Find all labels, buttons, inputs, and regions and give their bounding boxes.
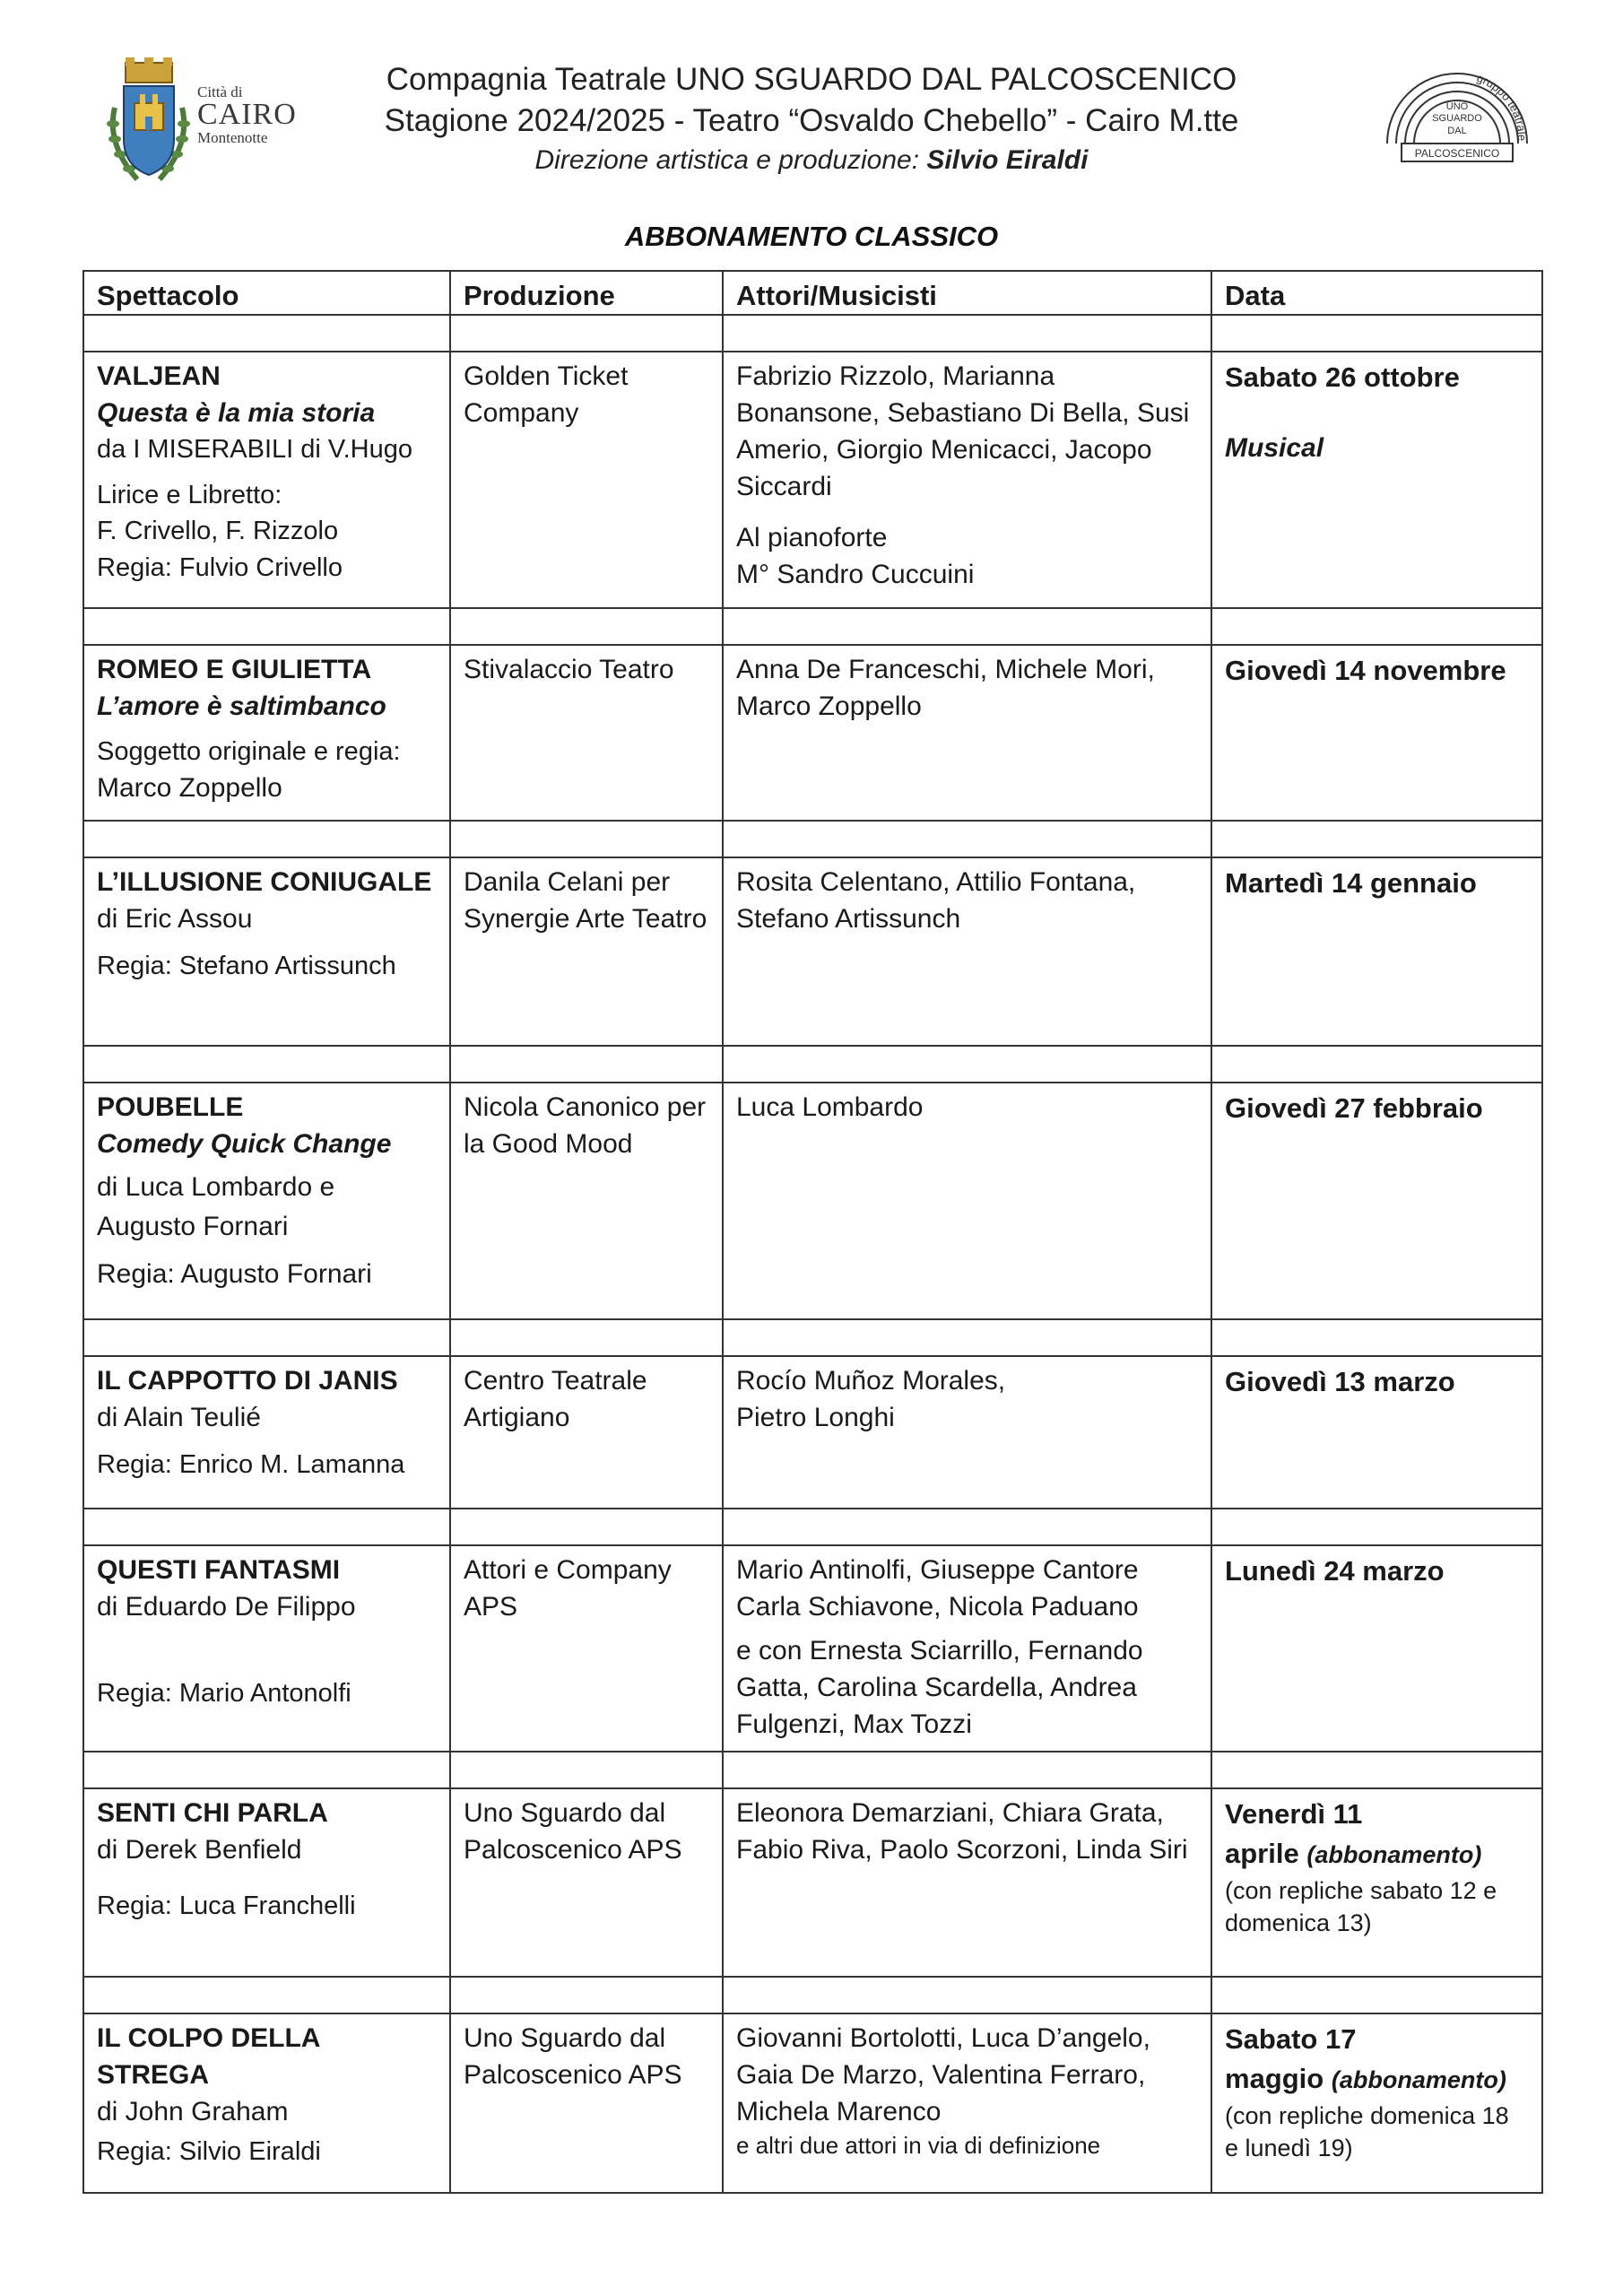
show-title: IL CAPPOTTO DI JANIS xyxy=(97,1366,398,1396)
show-author: di John Graham xyxy=(97,2097,289,2126)
date-subscription-note: (abbonamento) xyxy=(1331,2066,1506,2093)
show-date: Lunedì 24 marzo xyxy=(1225,1555,1445,1587)
show-title: IL COLPO DELLA STREGA xyxy=(97,2023,320,2090)
spacer-row xyxy=(83,1319,1542,1356)
show-regia-label: Soggetto originale e regia: xyxy=(97,737,401,766)
show-date: Martedì 14 gennaio xyxy=(1225,867,1477,899)
show-production: Centro Teatrale Artigiano xyxy=(450,1356,723,1509)
show-production: Uno Sguardo dal Palcoscenico APS xyxy=(450,1788,723,1977)
uno-sguardo-logo xyxy=(1376,54,1538,170)
show-genre: Musical xyxy=(1225,433,1324,463)
show-actors-extra: e altri due attori in via di definizione xyxy=(736,2132,1101,2159)
spacer-row xyxy=(83,1509,1542,1545)
show-production: Danila Celani per Synergie Arte Teatro xyxy=(450,857,723,1046)
svg-text:UNO: UNO xyxy=(1445,101,1469,112)
show-title: POUBELLE xyxy=(97,1092,244,1122)
subscription-title: ABBONAMENTO CLASSICO xyxy=(624,221,999,252)
show-actors: Mario Antinolfi, Giuseppe Cantore Carla Schiavone, Nicola Paduano xyxy=(736,1555,1139,1622)
svg-text:DAL: DAL xyxy=(1447,126,1467,136)
show-title: QUESTI FANTASMI xyxy=(97,1555,341,1585)
table-row xyxy=(83,645,1542,821)
show-title: VALJEAN xyxy=(97,361,221,391)
spacer-row xyxy=(83,315,1542,352)
spacer-row xyxy=(83,821,1542,857)
svg-text:SGUARDO: SGUARDO xyxy=(1432,113,1482,124)
show-author: di Alain Teulié xyxy=(97,1403,261,1432)
show-actors: Rosita Celentano, Attilio Fontana, Stefano Artissunch xyxy=(723,857,1211,1046)
col-header-data: Data xyxy=(1211,271,1542,315)
show-actors-extra: e con Ernesta Sciarrillo, Fernando Gatta, Carolina Scardella, Andrea Fulgenzi, Max Tozzi xyxy=(736,1636,1143,1739)
svg-text:PALCOSCENICO: PALCOSCENICO xyxy=(1414,147,1500,160)
show-actors: Fabrizio Rizzolo, Marianna Bonansone, Sebastiano Di Bella, Susi Amerio, Giorgio Menicacci, Jacopo Siccardi xyxy=(736,361,1190,501)
show-regia: Regia: Fulvio Crivello xyxy=(97,553,343,582)
col-header-attori: Attori/Musicisti xyxy=(723,271,1211,315)
season-title: Stagione 2024/2025 - Teatro “Osvaldo Chebello” - Cairo M.tte xyxy=(384,103,1239,138)
show-author: di Derek Benfield xyxy=(97,1835,302,1865)
spacer-row xyxy=(83,608,1542,645)
table-row xyxy=(83,1356,1542,1509)
table-row xyxy=(83,1083,1542,1319)
show-production: Golden Ticket Company xyxy=(450,352,723,608)
company-title: Compagnia Teatrale UNO SGUARDO DAL PALCOSCENICO xyxy=(386,62,1237,97)
table-row xyxy=(83,1788,1542,1977)
show-date: Giovedì 14 novembre xyxy=(1225,655,1506,686)
show-date: Sabato 26 ottobre xyxy=(1225,361,1460,393)
show-author: di Eric Assou xyxy=(97,904,253,934)
table-row xyxy=(83,352,1542,608)
date-subscription-note: (abbonamento) xyxy=(1306,1841,1482,1868)
show-date: Giovedì 13 marzo xyxy=(1225,1366,1455,1397)
show-date: Venerdì 11 aprile (abbonamento) xyxy=(1225,1798,1482,1869)
logo-city-suffix: Montenotte xyxy=(197,129,268,146)
show-actors: Anna De Franceschi, Michele Mori, Marco Zoppello xyxy=(723,645,1211,821)
show-production: Attori e Company APS xyxy=(450,1545,723,1752)
logo-city-name: CAIRO xyxy=(197,98,297,131)
page-header xyxy=(269,59,1354,179)
show-actors: Giovanni Bortolotti, Luca D’angelo, Gaia De Marzo, Valentina Ferraro, Michela Marenco xyxy=(736,2023,1150,2126)
director-name: Silvio Eiraldi xyxy=(926,145,1089,175)
table-header-row xyxy=(83,271,1542,315)
show-regia: Regia: Stefano Artissunch xyxy=(97,952,396,980)
show-libretto-authors: F. Crivello, F. Rizzolo xyxy=(97,517,339,545)
spacer-row xyxy=(83,1752,1542,1788)
show-author: da I MISERABILI di V.Hugo xyxy=(97,435,412,464)
svg-text:gruppo teatrale: gruppo teatrale xyxy=(1474,71,1530,142)
show-regia: Regia: Silvio Eiraldi xyxy=(97,2137,321,2166)
show-actors: Rocío Muñoz Morales, xyxy=(736,1366,1006,1396)
theatre-arc-logo-icon xyxy=(1376,54,1538,170)
show-title: L’ILLUSIONE CONIUGALE xyxy=(97,867,432,897)
date-repliche: (con repliche sabato 12 e domenica 13) xyxy=(1225,1877,1497,1936)
table-row xyxy=(83,857,1542,1046)
show-title: SENTI CHI PARLA xyxy=(97,1798,328,1828)
logo-city-label: Città di xyxy=(197,83,243,100)
spacer-row xyxy=(83,1977,1542,2013)
show-regia: Regia: Luca Franchelli xyxy=(97,1892,356,1920)
show-subtitle: Questa è la mia storia xyxy=(97,398,376,428)
show-date: Giovedì 27 febbraio xyxy=(1225,1092,1483,1124)
show-libretto-label: Lirice e Libretto: xyxy=(97,481,282,509)
col-header-produzione: Produzione xyxy=(450,271,723,315)
show-title: ROMEO E GIULIETTA xyxy=(97,655,372,684)
show-author: di Luca Lombardo e Augusto Fornari xyxy=(97,1172,335,1241)
show-musician-label: Al pianoforte xyxy=(736,523,888,552)
show-production: Uno Sguardo dal Palcoscenico APS xyxy=(450,2013,723,2193)
show-regia: Regia: Augusto Fornari xyxy=(97,1259,372,1289)
program-table xyxy=(82,270,1543,2194)
cairo-coat-of-arms-logo xyxy=(97,54,297,188)
show-subtitle: L’amore è saltimbanco xyxy=(97,691,386,721)
show-musician: M° Sandro Cuccuini xyxy=(736,560,975,589)
table-row xyxy=(83,1545,1542,1752)
spacer-row xyxy=(83,1046,1542,1083)
show-production: Nicola Canonico per la Good Mood xyxy=(450,1083,723,1319)
show-actors: Luca Lombardo xyxy=(723,1083,1211,1319)
show-subtitle: Comedy Quick Change xyxy=(97,1129,392,1159)
date-repliche: (con repliche domenica 18 e lunedì 19) xyxy=(1225,2102,1509,2161)
show-production: Stivalaccio Teatro xyxy=(450,645,723,821)
show-date: Sabato 17 maggio (abbonamento) xyxy=(1225,2023,1506,2094)
show-regia: Regia: Mario Antonolfi xyxy=(97,1679,352,1708)
show-actors: Eleonora Demarziani, Chiara Grata, Fabio Riva, Paolo Scorzoni, Linda Siri xyxy=(723,1788,1211,1977)
show-author: di Eduardo De Filippo xyxy=(97,1592,356,1622)
table-row xyxy=(83,2013,1542,2193)
direction-line: Direzione artistica e produzione: Silvio Eiraldi xyxy=(534,145,1089,175)
show-regia-name: Marco Zoppello xyxy=(97,773,282,803)
show-regia: Regia: Enrico M. Lamanna xyxy=(97,1450,405,1479)
col-header-spettacolo: Spettacolo xyxy=(83,271,450,315)
show-actors-line2: Pietro Longhi xyxy=(736,1403,895,1432)
